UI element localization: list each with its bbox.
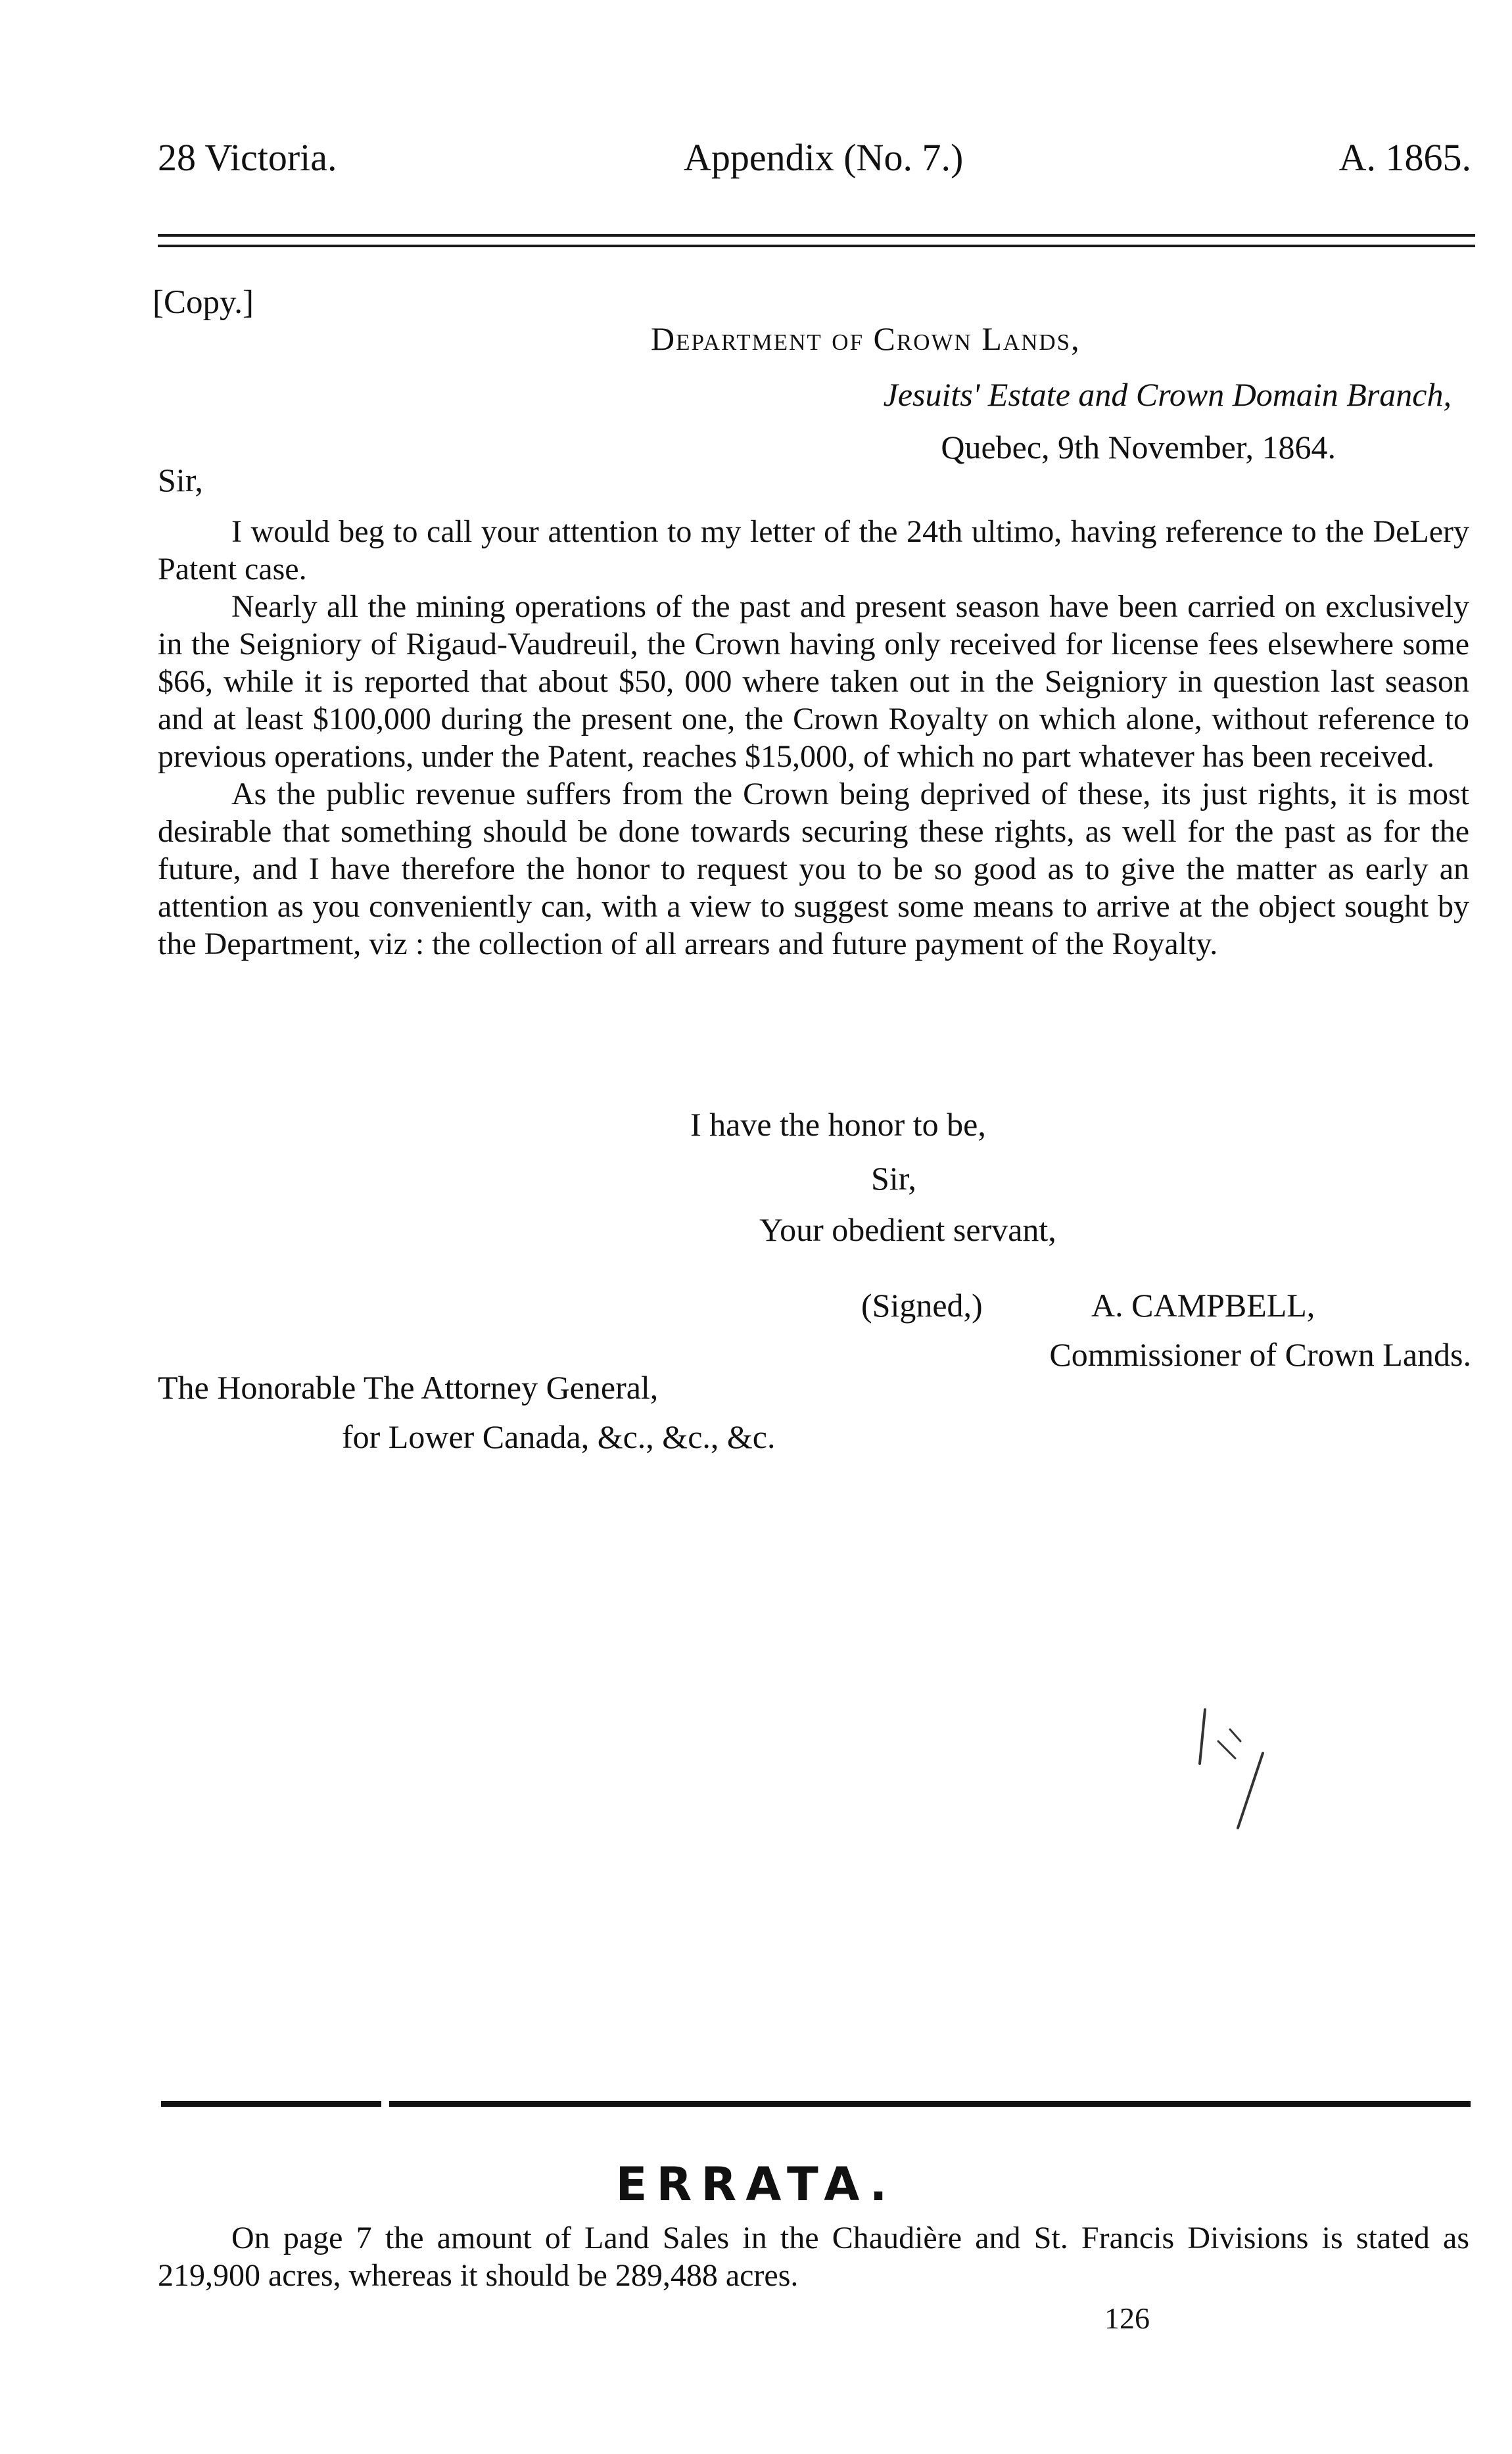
errata-rule-long xyxy=(389,2101,1471,2107)
handwritten-mark-icon xyxy=(1193,1703,1298,1835)
closing-line: Your obedient servant, xyxy=(759,1211,1056,1248)
errata-body xyxy=(158,2219,1469,2294)
errata-text: On page 7 the amount of Land Sales in the Chaudière and St. Francis Divisions is stated as 219,900 acres, whereas it should be 289,488 acres. xyxy=(158,2221,1469,2293)
errata-title: ERRATA. xyxy=(615,2157,897,2211)
body-paragraph: Nearly all the mining operations of the past and present season have been carried on exclusively in the Seigniory of Rigaud-Vaudreuil, the Crown having only received for license fees elsewhere some $66, while it is reported that about $50, 000 where taken out in the Seigniory in question last season and at least $100,000 during the present one, the Crown Royalty on which alone, without reference to previous operations, under the Patent, reaches $15,000, of which no part whatever has been received. xyxy=(158,589,1469,774)
letter-place-date: Quebec, 9th November, 1864. xyxy=(941,429,1336,466)
signed-label: (Signed,) xyxy=(861,1287,983,1324)
copy-label: [Copy.] xyxy=(153,284,254,321)
addressee-line: The Honorable The Attorney General, xyxy=(158,1369,659,1406)
department-name xyxy=(651,319,1081,358)
running-header-session: 28 Victoria. xyxy=(158,136,337,179)
page-number: 126 xyxy=(1104,2301,1150,2335)
header-rule-top xyxy=(158,234,1475,237)
body-paragraph: I would beg to call your attention to my letter of the 24th ultimo, having reference to the DeLery Patent case. xyxy=(158,514,1469,587)
body-paragraph: As the public revenue suffers from the Crown being deprived of these, its just rights, it is most desirable that something should be done towards securing these rights, as well for the past as for the future, and I have therefore the honor to request you to be so good as to give the matter as early an attention as you conveniently can, with a view to suggest some means to arrive at the object sought by the Department, viz : the collection of all arrears and future payment of the Royalty. xyxy=(158,777,1469,961)
header-rule-bottom xyxy=(158,245,1475,247)
department-name-text: Department of Crown Lands, xyxy=(651,320,1081,357)
closing-line: I have the honor to be, xyxy=(690,1106,986,1143)
signer-title: Commissioner of Crown Lands. xyxy=(1049,1336,1471,1373)
addressee-line: for Lower Canada, &c., &c., &c. xyxy=(342,1418,776,1455)
department-branch: Jesuits' Estate and Crown Domain Branch, xyxy=(883,376,1452,413)
closing-line: Sir, xyxy=(871,1160,916,1197)
running-header-year: A. 1865. xyxy=(1338,136,1471,179)
signer-name: A. CAMPBELL, xyxy=(1091,1287,1315,1324)
errata-rule-short xyxy=(161,2101,381,2107)
running-header-appendix: Appendix (No. 7.) xyxy=(684,136,964,179)
salutation: Sir, xyxy=(158,462,203,498)
letter-body xyxy=(158,513,1469,963)
